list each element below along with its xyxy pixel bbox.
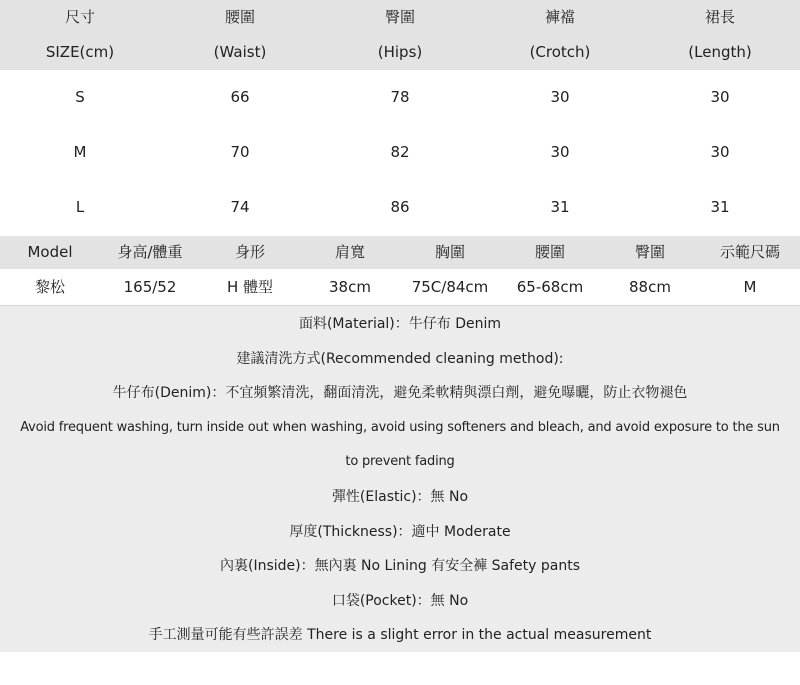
measurement-note: 手工測量可能有些許誤差 There is a slight error in the actual measurement [148, 627, 652, 644]
table-row [0, 180, 800, 235]
cleaning-instructions-en: Avoid frequent washing, turn inside out when washing, avoid using softeners and bleach, and avoid exposure to the sun [20, 419, 780, 435]
header-waist: 腰圍 [534, 243, 565, 261]
model-height-weight: 165/52 [123, 278, 177, 296]
waist-cell: 70 [230, 143, 250, 161]
material-line: 面料(Material)：牛仔布 Denim [298, 316, 502, 332]
table-row [0, 269, 800, 306]
header-chest: 胸圍 [434, 243, 465, 261]
header-height-weight: 身高/體重 [117, 243, 183, 261]
cleaning-instructions-en-cont: to prevent fading [345, 454, 455, 470]
crotch-cell: 30 [550, 143, 570, 161]
product-details [0, 306, 800, 652]
hips-cell: 82 [390, 143, 410, 161]
header-shoulder: 肩寬 [334, 243, 365, 261]
header-hips-zh: 臀圍 [384, 8, 415, 26]
header-size-en: SIZE(cm) [45, 43, 115, 61]
length-cell: 31 [710, 198, 730, 216]
inside-line: 內裏(Inside)：無內裏 No Lining 有安全褲 Safety pants [219, 558, 580, 575]
table-row [0, 125, 800, 180]
header-hips-en: (Hips) [377, 43, 423, 61]
size-cell: L [75, 198, 85, 216]
model-table-header [0, 236, 800, 269]
header-body-shape: 身形 [234, 243, 265, 261]
elastic-line: 彈性(Elastic)：無 No [331, 488, 469, 505]
header-waist-zh: 腰圍 [224, 8, 255, 26]
size-cell: M [73, 143, 87, 161]
waist-cell: 74 [230, 198, 250, 216]
size-table-header [0, 0, 800, 70]
waist-cell: 66 [230, 88, 250, 106]
header-length-en: (Length) [688, 43, 752, 61]
header-crotch-zh: 褲襠 [544, 8, 575, 26]
size-header-row-en [0, 35, 800, 70]
model-hips: 88cm [629, 278, 671, 296]
header-model: Model [27, 243, 73, 261]
length-cell: 30 [710, 143, 730, 161]
header-waist-en: (Waist) [213, 43, 267, 61]
model-chest: 75C/84cm [411, 278, 489, 296]
thickness-line: 厚度(Thickness)：適中 Moderate [289, 523, 511, 540]
model-name: 黎松 [34, 278, 65, 296]
hips-cell: 78 [390, 88, 410, 106]
size-table-body [0, 70, 800, 235]
header-demo-size: 示範尺碼 [719, 243, 780, 261]
model-body-shape: H 體型 [226, 278, 274, 296]
crotch-cell: 30 [550, 88, 570, 106]
model-demo-size: M [743, 278, 757, 296]
header-size-zh: 尺寸 [64, 8, 95, 26]
hips-cell: 86 [390, 198, 410, 216]
header-crotch-en: (Crotch) [529, 43, 591, 61]
size-header-row-zh [0, 0, 800, 35]
cleaning-method-title: 建議清洗方式(Recommended cleaning method): [236, 350, 564, 367]
size-cell: S [75, 88, 85, 106]
header-length-zh: 裙長 [704, 8, 735, 26]
header-hips: 臀圍 [634, 243, 665, 261]
crotch-cell: 31 [550, 198, 570, 216]
length-cell: 30 [710, 88, 730, 106]
model-shoulder: 38cm [329, 278, 371, 296]
model-waist: 65-68cm [516, 278, 584, 296]
pocket-line: 口袋(Pocket)：無 No [331, 592, 469, 609]
table-row [0, 70, 800, 125]
cleaning-instructions-zh: 牛仔布(Denim)：不宜頻繁清洗，翻面清洗，避免柔軟精與漂白劑，避免曝曬，防止衣物褪色 [112, 385, 688, 402]
